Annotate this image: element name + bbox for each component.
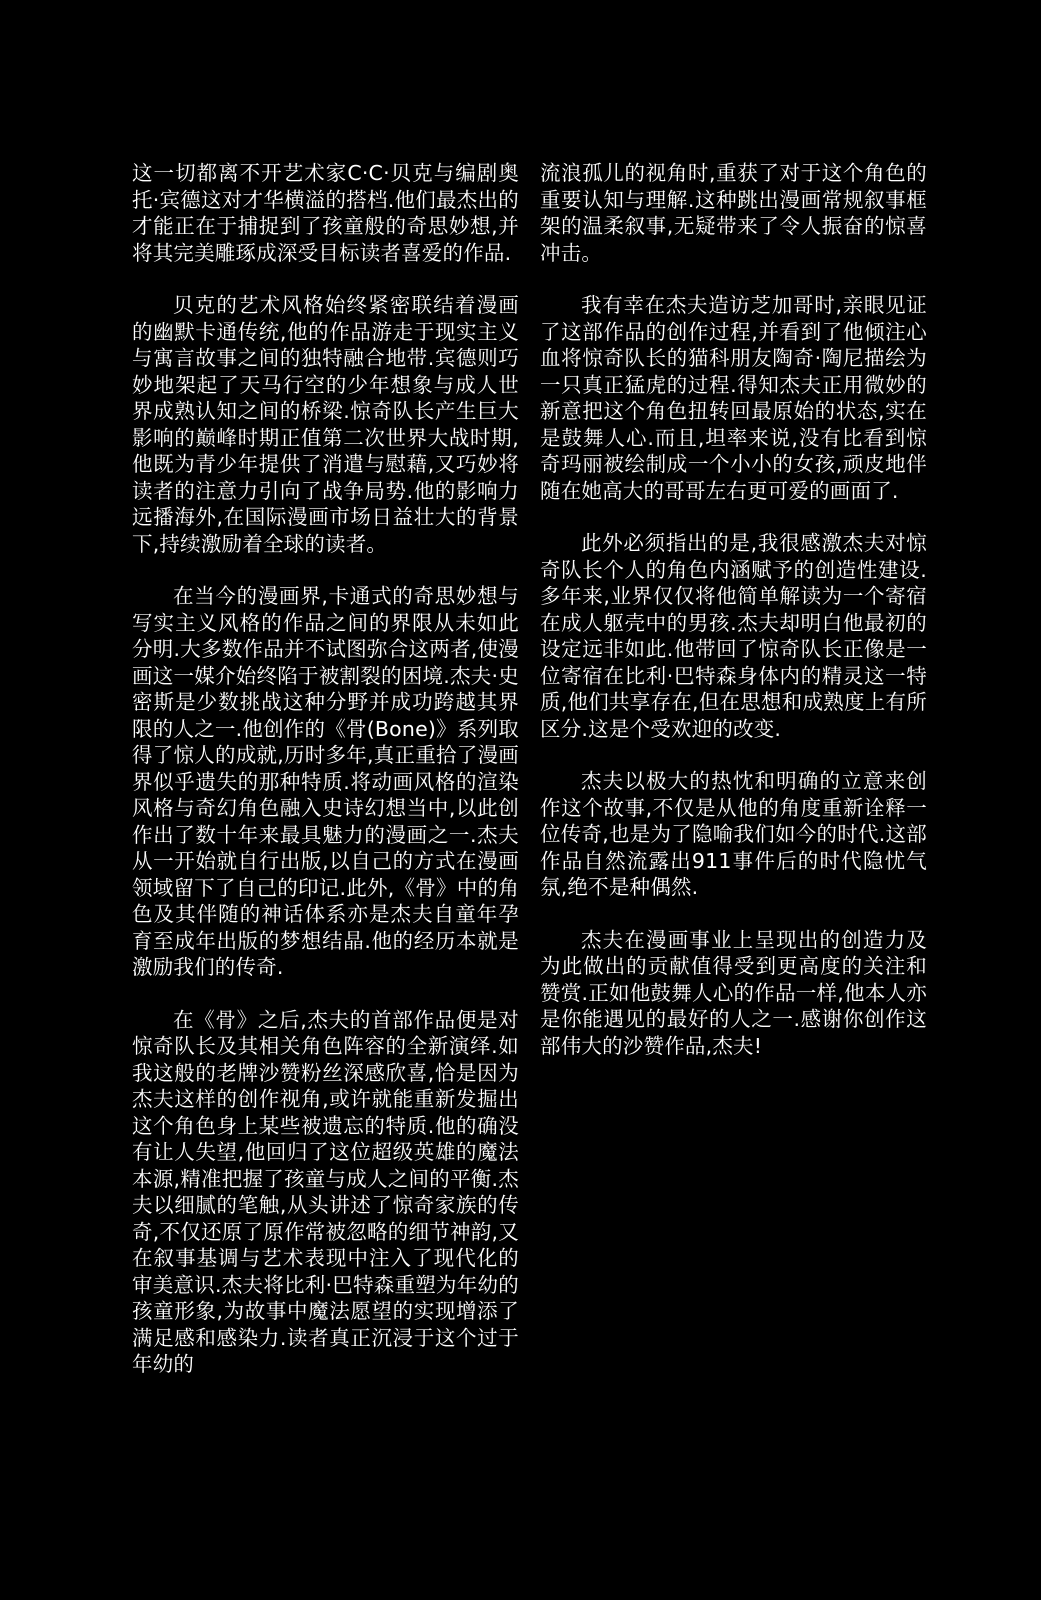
paragraph: 在《骨》之后,杰夫的首部作品便是对惊奇队长及其相关角色阵容的全新演绎.如我这般的老牌沙赞粉丝深感欣喜,恰是因为杰夫这样的创作视角,或许就能重新发掘出这个角色身上某些被遗忘的特质.他的确没有让人失望,他回归了这位超级英雄的魔法本源,精准把握了孩童与成人之间的平衡.杰夫以细腻的笔触,从头讲述了惊奇家族的传奇,不仅还原了原作常被忽略的细节神韵,又在叙事基调与艺术表现中注入了现代化的审美意识.杰夫将比利·巴特森重塑为年幼的孩童形象,为故事中魔法愿望的实现增添了满足感和感染力.读者真正沉浸于这个过于年幼的 (132, 1007, 519, 1376)
paragraph: 流浪孤儿的视角时,重获了对于这个角色的重要认知与理解.这种跳出漫画常规叙事框架的温柔叙事,无疑带来了令人振奋的惊喜冲击。 (540, 161, 927, 265)
paragraph: 杰夫以极大的热忱和明确的立意来创作这个故事,不仅是从他的角度重新诠释一位传奇,也是为了隐喻我们如今的时代.这部作品自然流露出911事件后的时代隐忧气氛,绝不是种偶然. (540, 769, 927, 899)
right-column (540, 160, 927, 1085)
paragraph: 我有幸在杰夫造访芝加哥时,亲眼见证了这部作品的创作过程,并看到了他倾注心血将惊奇队长的猫科朋友陶奇·陶尼描绘为一只真正猛虎的过程.得知杰夫正用微妙的新意把这个角色扭转回最原始的状态,实在是鼓舞人心.而且,坦率来说,没有比看到惊奇玛丽被绘制成一个小小的女孩,顽皮地伴随在她高大的哥哥左右更可爱的画面了. (540, 293, 927, 503)
paragraph: 此外必须指出的是,我很感激杰夫对惊奇队长个人的角色内涵赋予的创造性建设.多年来,业界仅仅将他简单解读为一个寄宿在成人躯壳中的男孩.杰夫却明白他最初的设定远非如此.他带回了惊奇队长正像是一位寄宿在比利·巴特森身体内的精灵这一特质,他们共享存在,但在思想和成熟度上有所区分.这是个受欢迎的改变. (540, 531, 927, 741)
paragraph: 在当今的漫画界,卡通式的奇思妙想与写实主义风格的作品之间的界限从未如此分明.大多数作品并不试图弥合这两者,使漫画这一媒介始终陷于被割裂的困境.杰夫·史密斯是少数挑战这种分野并成功跨越其界限的人之一.他创作的《骨(Bone)》系列取得了惊人的成就,历时多年,真正重拾了漫画界似乎遗失的那种特质.将动画风格的渲染风格与奇幻角色融入史诗幻想当中,以此创作出了数十年来最具魅力的漫画之一.杰夫从一开始就自行出版,以自己的方式在漫画领域留下了自己的印记.此外,《骨》中的角色及其伴随的神话体系亦是杰夫自童年孕育至成年出版的梦想结晶.他的经历本就是激励我们的传奇. (132, 584, 519, 979)
paragraph: 贝克的艺术风格始终紧密联结着漫画的幽默卡通传统,他的作品游走于现实主义与寓言故事之间的独特融合地带.宾德则巧妙地架起了天马行空的少年想象与成人世界成熟认知之间的桥梁.惊奇队长产生巨大影响的巅峰时期正值第二次世界大战时期,他既为青少年提供了消遣与慰藉,又巧妙将读者的注意力引向了战争局势.他的影响力远播海外,在国际漫画市场日益壮大的背景下,持续激励着全球的读者。 (132, 293, 519, 556)
left-column (132, 160, 519, 1404)
paragraph: 这一切都离不开艺术家C·C·贝克与编剧奥托·宾德这对才华横溢的搭档.他们最杰出的才能正在于捕捉到了孩童般的奇思妙想,并将其完美雕琢成深受目标读者喜爱的作品. (132, 161, 519, 265)
paragraph: 杰夫在漫画事业上呈现出的创造力及为此做出的贡献值得受到更高度的关注和赞赏.正如他鼓舞人心的作品一样,他本人亦是你能遇见的最好的人之一.感谢你创作这部伟大的沙赞作品,杰夫! (540, 927, 927, 1058)
